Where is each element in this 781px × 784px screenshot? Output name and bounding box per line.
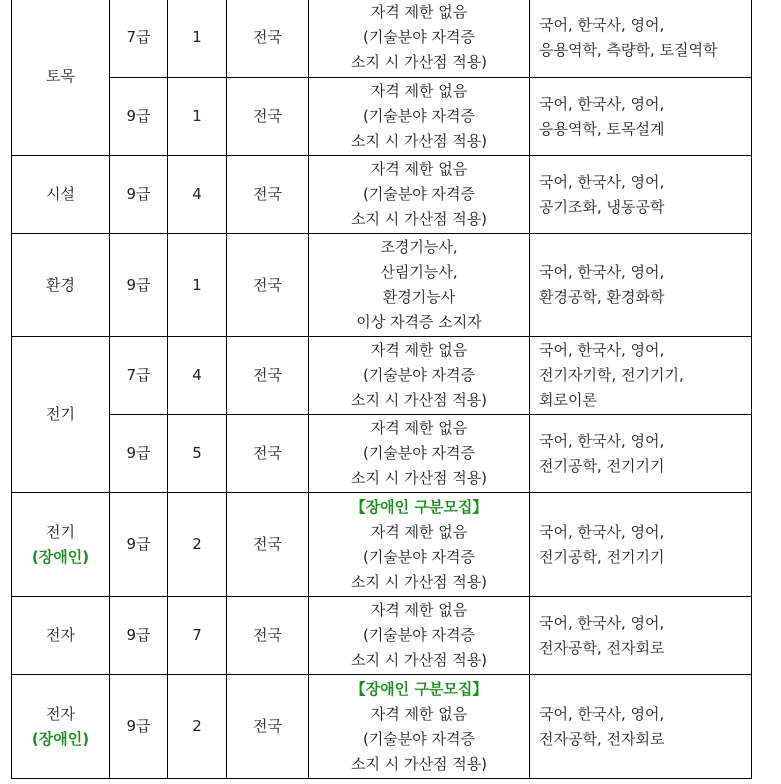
requirement-cell: 조경기능사, 산림기능사, 환경기능사 이상 자격증 소지자 <box>309 234 530 337</box>
field-cell: 전기 (장애인) <box>12 493 110 597</box>
subjects-cell: 국어, 한국사, 영어, 전기공학, 전기기기 <box>530 415 752 493</box>
requirement-cell: 자격 제한 없음 (기술분야 자격증 소지 시 가산점 적용) <box>309 78 530 156</box>
field-cell: 환경 <box>12 234 110 337</box>
disability-recruit-label: 【장애인 구분모집】 <box>350 497 488 516</box>
field-cell: 전자 <box>12 597 110 675</box>
region-cell: 전국 <box>227 415 309 493</box>
grade-cell: 9급 <box>110 156 168 234</box>
disability-recruit-label: 【장애인 구분모집】 <box>350 679 488 698</box>
disability-label: (장애인) <box>31 729 90 748</box>
region-cell: 전국 <box>227 337 309 415</box>
grade-cell: 7급 <box>110 337 168 415</box>
count-cell: 1 <box>168 78 227 156</box>
requirement-cell: 자격 제한 없음 (기술분야 자격증 소지 시 가산점 적용) <box>309 415 530 493</box>
count-cell: 2 <box>168 493 227 597</box>
subjects-cell: 국어, 한국사, 영어, 응용역학, 측량학, 토질역학 <box>530 0 752 78</box>
grade-cell: 9급 <box>110 493 168 597</box>
subjects-cell: 국어, 한국사, 영어, 전자공학, 전자회로 <box>530 675 752 779</box>
subjects-cell: 국어, 한국사, 영어, 환경공학, 환경화학 <box>530 234 752 337</box>
table-row <box>12 156 752 234</box>
table-row <box>12 234 752 337</box>
table-row <box>12 337 752 415</box>
table-row <box>12 597 752 675</box>
count-cell: 4 <box>168 156 227 234</box>
region-cell: 전국 <box>227 78 309 156</box>
requirement-cell: 【장애인 구분모집】 자격 제한 없음 (기술분야 자격증 소지 시 가산점 적용) <box>309 493 530 597</box>
requirement-cell: 자격 제한 없음 (기술분야 자격증 소지 시 가산점 적용) <box>309 156 530 234</box>
grade-cell: 9급 <box>110 234 168 337</box>
region-cell: 전국 <box>227 597 309 675</box>
subjects-cell: 국어, 한국사, 영어, 응용역학, 토목설계 <box>530 78 752 156</box>
grade-cell: 9급 <box>110 675 168 779</box>
requirement-cell: 자격 제한 없음 (기술분야 자격증 소지 시 가산점 적용) <box>309 597 530 675</box>
requirement-cell: 자격 제한 없음 (기술분야 자격증 소지 시 가산점 적용) <box>309 337 530 415</box>
count-cell: 7 <box>168 597 227 675</box>
field-cell: 전자 (장애인) <box>12 675 110 779</box>
recruitment-table <box>11 0 752 779</box>
subjects-cell: 국어, 한국사, 영어, 전기자기학, 전기기기, 회로이론 <box>530 337 752 415</box>
table-row <box>12 0 752 78</box>
table-row <box>12 493 752 597</box>
field-cell: 시설 <box>12 156 110 234</box>
region-cell: 전국 <box>227 0 309 78</box>
disability-label: (장애인) <box>31 547 90 566</box>
grade-cell: 9급 <box>110 597 168 675</box>
requirement-cell: 【장애인 구분모집】 자격 제한 없음 (기술분야 자격증 소지 시 가산점 적용) <box>309 675 530 779</box>
field-cell: 전기 <box>12 337 110 493</box>
region-cell: 전국 <box>227 156 309 234</box>
table-row <box>12 415 752 493</box>
subjects-cell: 국어, 한국사, 영어, 전기공학, 전기기기 <box>530 493 752 597</box>
grade-cell: 7급 <box>110 0 168 78</box>
field-cell: 토목 <box>12 0 110 156</box>
requirement-cell: 자격 제한 없음 (기술분야 자격증 소지 시 가산점 적용) <box>309 0 530 78</box>
count-cell: 5 <box>168 415 227 493</box>
subjects-cell: 국어, 한국사, 영어, 전자공학, 전자회로 <box>530 597 752 675</box>
subjects-cell: 국어, 한국사, 영어, 공기조화, 냉동공학 <box>530 156 752 234</box>
grade-cell: 9급 <box>110 415 168 493</box>
count-cell: 1 <box>168 0 227 78</box>
region-cell: 전국 <box>227 234 309 337</box>
count-cell: 1 <box>168 234 227 337</box>
table-row <box>12 78 752 156</box>
table-row <box>12 675 752 779</box>
grade-cell: 9급 <box>110 78 168 156</box>
region-cell: 전국 <box>227 493 309 597</box>
count-cell: 4 <box>168 337 227 415</box>
region-cell: 전국 <box>227 675 309 779</box>
count-cell: 2 <box>168 675 227 779</box>
